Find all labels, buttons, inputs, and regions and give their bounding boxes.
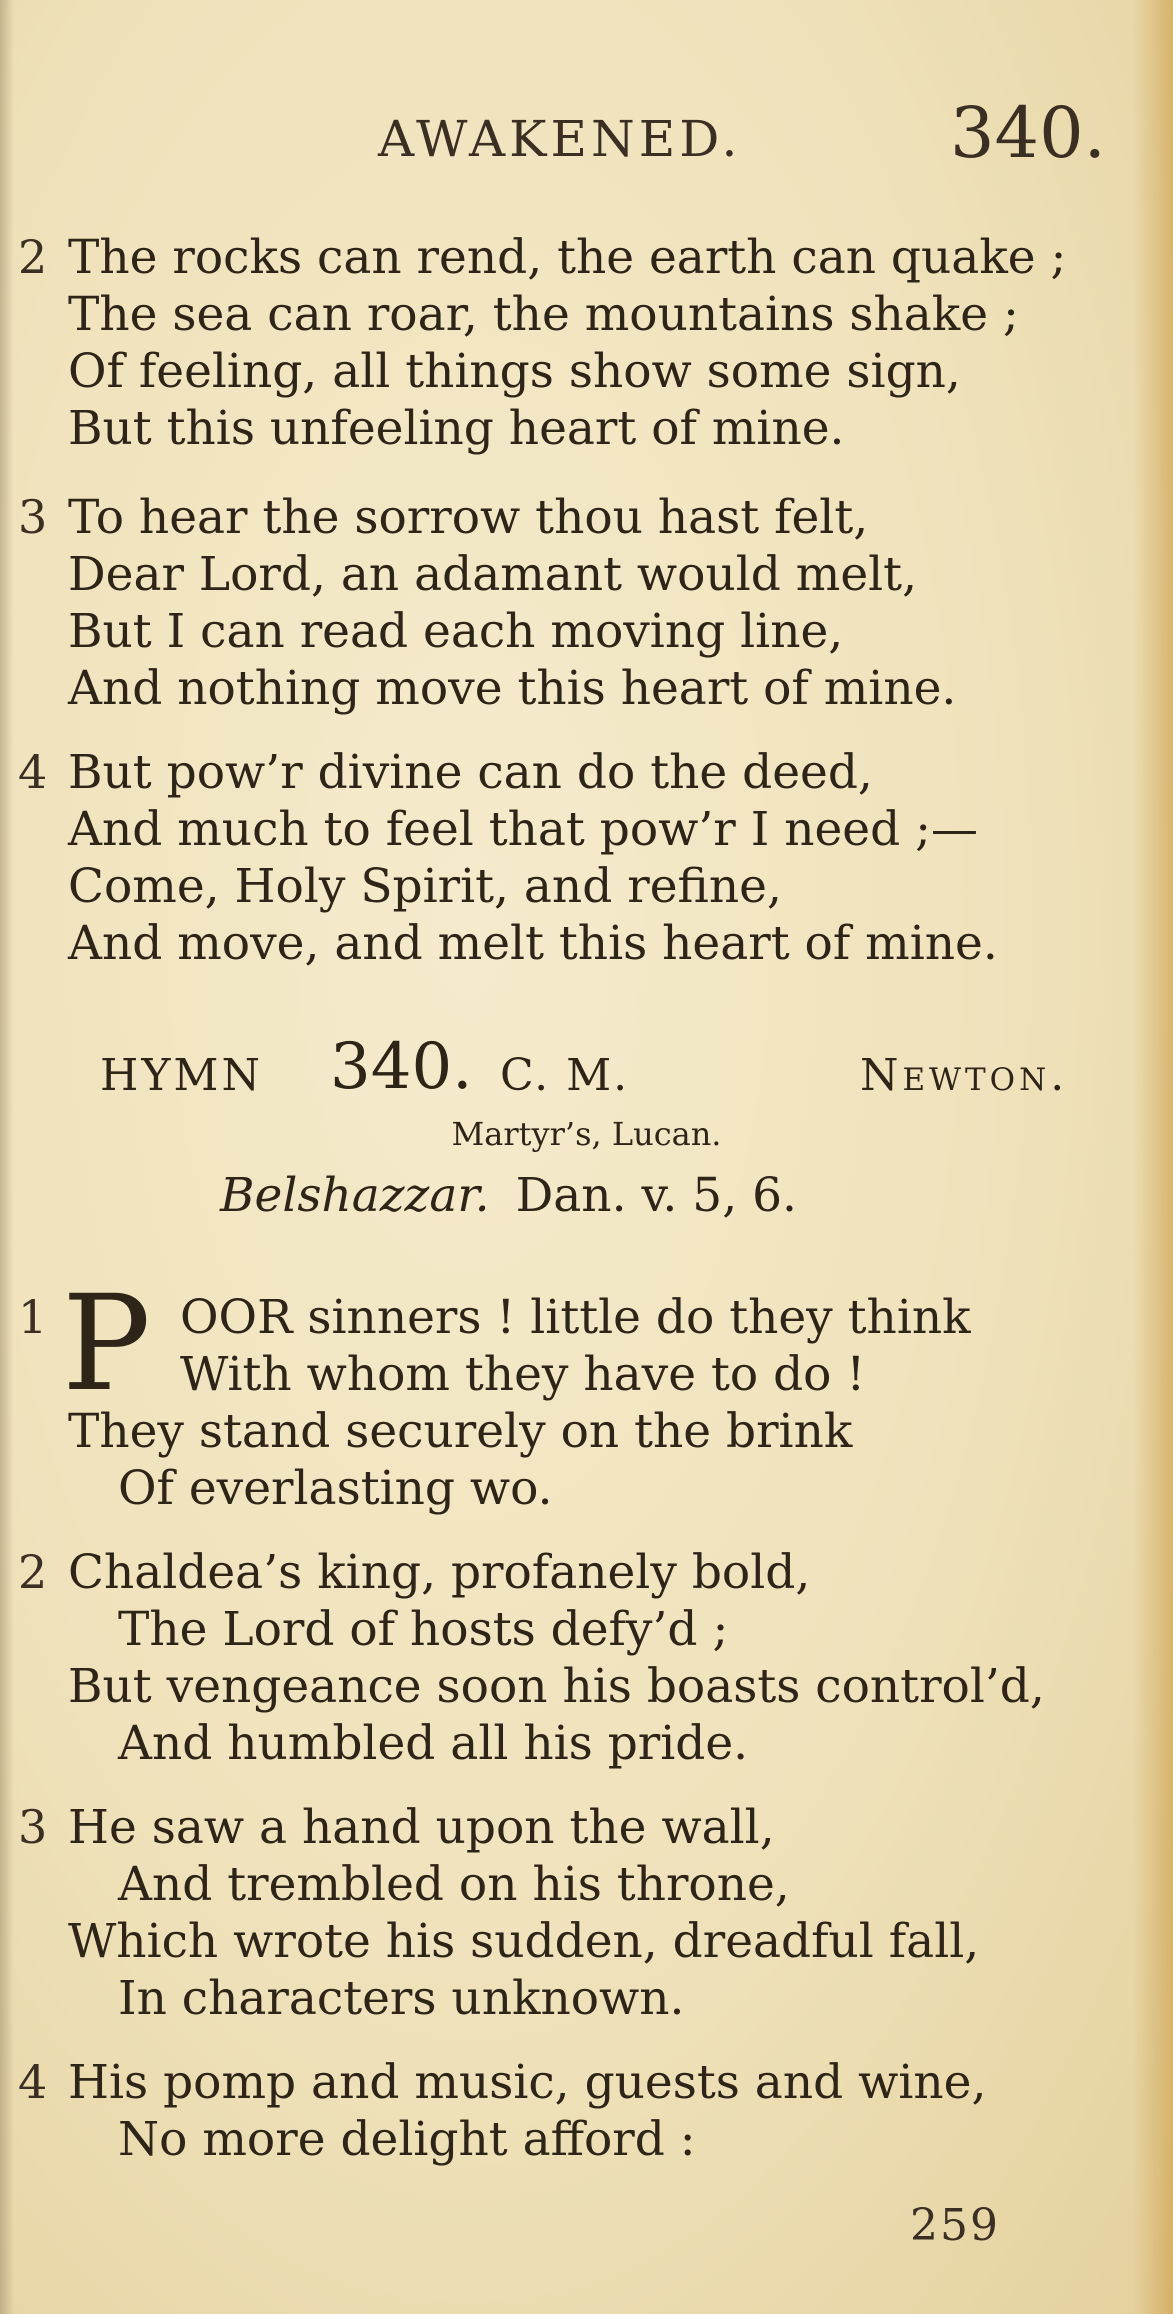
verse-line: The rocks can rend, the earth can quake ; [68, 230, 1067, 285]
verse-line: Dear Lord, an adamant would melt, [68, 547, 918, 602]
signature-mark: 259 [910, 2200, 1000, 2251]
verse-line: In characters unknown. [118, 1971, 685, 2026]
stanza-number: 3 [18, 1800, 48, 1854]
stanza-number: 1 [18, 1290, 48, 1344]
page-gutter-shadow [0, 0, 14, 2314]
hymn-meter: C. M. [500, 1050, 630, 1101]
running-head: AWAKENED. [378, 110, 742, 168]
stanza-number: 4 [18, 2055, 48, 2109]
verse-line: OOR sinners ! little do they think [180, 1290, 971, 1345]
verse-line: Which wrote his sudden, dreadful fall, [68, 1914, 980, 1969]
verse-line: And trembled on his throne, [118, 1857, 790, 1912]
verse-line: But this unfeeling heart of mine. [68, 401, 845, 456]
drop-cap: P [62, 1267, 151, 1421]
hymn-number: 340. [330, 1030, 473, 1104]
verse-line: With whom they have to do ! [180, 1347, 866, 1402]
tune-names: Martyr’s, Lucan. [451, 1115, 722, 1153]
verse-line: Of everlasting wo. [118, 1461, 553, 1516]
scripture-reference: Dan. v. 5, 6. [515, 1168, 797, 1223]
hymn-heading [0, 1030, 1173, 1110]
page-number: 340. [950, 92, 1106, 174]
subject-title: Belshazzar. [220, 1168, 490, 1223]
stanza-number: 2 [18, 1545, 48, 1599]
page-edge-stain [1133, 0, 1173, 2314]
hymn-subject [220, 1168, 797, 1223]
verse-line: But pow’r divine can do the deed, [68, 745, 873, 800]
verse-line: The sea can roar, the mountains shake ; [68, 287, 1019, 342]
verse-line: His pomp and music, guests and wine, [68, 2055, 987, 2110]
verse-line: To hear the sorrow thou hast felt, [68, 490, 869, 545]
stanza-number: 3 [18, 490, 48, 544]
verse-line: Chaldea’s king, profanely bold, [68, 1545, 811, 1600]
page-header [0, 92, 1173, 172]
verse-line: And humbled all his pride. [118, 1716, 749, 1771]
verse-line: Come, Holy Spirit, and refine, [68, 859, 782, 914]
verse-line: They stand securely on the brink [68, 1404, 853, 1459]
hymn-author: Newton. [860, 1050, 1069, 1101]
stanza-number: 2 [18, 230, 48, 284]
verse-line: Of feeling, all things show some sign, [68, 344, 961, 399]
verse-line: But I can read each moving line, [68, 604, 844, 659]
hymn-label: HYMN [100, 1050, 263, 1101]
verse-line: But vengeance soon his boasts control’d, [68, 1659, 1045, 1714]
verse-line: And much to feel that pow’r I need ;— [68, 802, 978, 857]
verse-line: And move, and melt this heart of mine. [68, 916, 998, 971]
verse-line: And nothing move this heart of mine. [68, 661, 957, 716]
verse-line: The Lord of hosts defy’d ; [118, 1602, 729, 1657]
stanza-number: 4 [18, 745, 48, 799]
verse-line: No more delight afford : [118, 2112, 696, 2167]
verse-line: He saw a hand upon the wall, [68, 1800, 775, 1855]
